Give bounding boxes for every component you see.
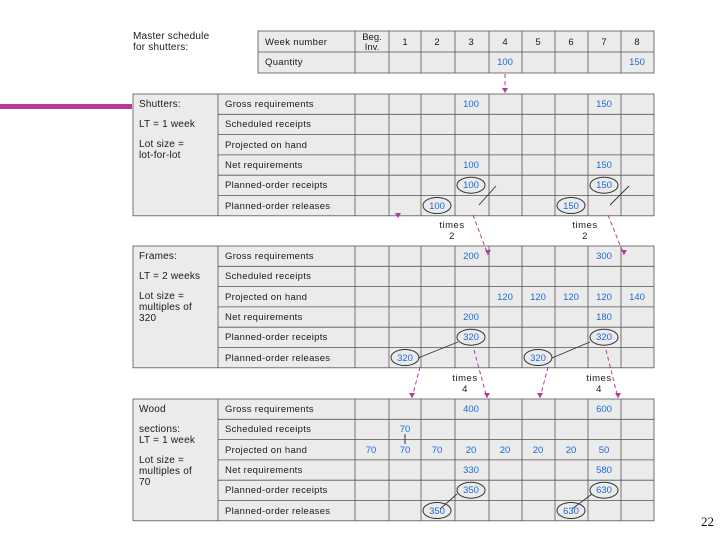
master-quantity-week-8: 150 xyxy=(629,57,645,68)
shutters-info-line-0: Shutters: xyxy=(139,99,181,110)
wood-row-label-5: Planned-order releases xyxy=(225,505,331,517)
frames-row-label-2: Projected on hand xyxy=(225,291,308,303)
wood-row-label-3: Net requirements xyxy=(225,464,303,476)
times-factor-0: 2 xyxy=(449,231,455,242)
master-schedule-title: Master schedule xyxy=(133,31,210,42)
wood-cell-r4-c8: 630 xyxy=(596,485,612,497)
frames-row-label-3: Net requirements xyxy=(225,311,303,323)
week-header-1: 1 xyxy=(402,37,408,48)
times-factor-3: 4 xyxy=(596,384,602,395)
shutters-row-label-3: Net requirements xyxy=(225,159,303,171)
shutters-info-line-1: LT = 1 week xyxy=(139,119,196,130)
frames-info-line-3: multiples of xyxy=(139,302,192,313)
frames-cell-r0-c4: 200 xyxy=(463,251,479,262)
wood-cell-r4-c4: 350 xyxy=(463,485,479,497)
wood-cell-r5-c7: 630 xyxy=(563,505,579,517)
frames-cell-r2-c9: 140 xyxy=(629,291,645,303)
wood-row-label-1: Scheduled receipts xyxy=(225,424,312,436)
wood-cell-r2-c8: 50 xyxy=(598,444,610,456)
wood-cell-r3-c8: 580 xyxy=(596,464,612,476)
week-header-2: 2 xyxy=(434,37,440,48)
week-header-8: 8 xyxy=(634,37,640,48)
frames-row-label-5: Planned-order releases xyxy=(225,352,331,364)
shutters-row-label-1: Scheduled receipts xyxy=(225,119,312,131)
shutters-cell-r4-c4: 100 xyxy=(463,180,479,192)
wood-info-line-5: 70 xyxy=(139,477,151,488)
wood-cell-r2-c3: 70 xyxy=(431,444,443,456)
shutters-cell-r0-c4: 100 xyxy=(463,99,479,110)
times-label-3: times xyxy=(586,373,612,384)
wood-cell-r2-c4: 20 xyxy=(465,444,477,456)
week-header-5: 5 xyxy=(535,37,541,48)
frames-cell-r2-c5: 120 xyxy=(497,291,513,303)
wood-cell-r2-c1: 70 xyxy=(365,444,377,456)
wood-row-label-0: Gross requirements xyxy=(225,404,314,415)
frames-cell-r4-c4: 320 xyxy=(463,332,479,344)
frames-cell-r3-c4: 200 xyxy=(463,311,479,323)
wood-cell-r2-c7: 20 xyxy=(565,444,577,456)
frames-info-line-1: LT = 2 weeks xyxy=(139,271,201,282)
frames-cell-r5-c6: 320 xyxy=(530,352,546,364)
shutters-info-line-2: Lot size = xyxy=(139,139,185,150)
frames-cell-r4-c8: 320 xyxy=(596,332,612,344)
wood-info-line-2: LT = 1 week xyxy=(139,435,196,446)
page-number: 22 xyxy=(701,514,714,529)
shutters-row-label-2: Projected on hand xyxy=(225,139,308,151)
frames-row-label-1: Scheduled receipts xyxy=(225,271,312,283)
frames-info-line-0: Frames: xyxy=(139,251,178,262)
shutters-row-label-4: Planned-order receipts xyxy=(225,180,328,192)
wood-row-label-2: Projected on hand xyxy=(225,444,308,456)
wood-row-label-4: Planned-order receipts xyxy=(225,485,328,497)
wood-info-line-4: multiples of xyxy=(139,466,192,477)
shutters-info-line-3: lot-for-lot xyxy=(139,150,181,161)
frames-info-line-4: 320 xyxy=(139,313,157,324)
times-factor-1: 2 xyxy=(582,231,588,242)
shutters-cell-r3-c4: 100 xyxy=(463,159,479,171)
wood-info-line-3: Lot size = xyxy=(139,455,185,466)
shutters-cell-r5-c7: 150 xyxy=(563,200,579,212)
wood-scheduled-receipt: 70 xyxy=(399,424,411,435)
week-header-6: 6 xyxy=(568,37,574,48)
wood-cell-r5-c3: 350 xyxy=(429,505,445,517)
wood-cell-r0-c8: 600 xyxy=(596,404,612,415)
master-quantity-week-4: 100 xyxy=(497,57,513,68)
wood-cell-r2-c6: 20 xyxy=(532,444,544,456)
wood-cell-r2-c5: 20 xyxy=(499,444,511,456)
beg-inv-label-line1: Beg. xyxy=(362,32,382,43)
wood-info-line-0: Wood xyxy=(139,404,166,415)
frames-row-label-0: Gross requirements xyxy=(225,251,314,262)
wood-info-line-1: sections: xyxy=(139,424,181,435)
frames-row-label-4: Planned-order receipts xyxy=(225,332,328,344)
shutters-cell-r0-c8: 150 xyxy=(596,99,612,110)
times-label-2: times xyxy=(452,373,478,384)
shutters-cell-r3-c8: 150 xyxy=(596,159,612,171)
shutters-row-label-0: Gross requirements xyxy=(225,99,314,110)
wood-cell-r0-c4: 400 xyxy=(463,404,479,415)
frames-cell-r2-c8: 120 xyxy=(596,291,612,303)
times-label-0: times xyxy=(439,220,465,231)
wood-cell-r2-c2: 70 xyxy=(399,444,411,456)
frames-cell-r0-c8: 300 xyxy=(596,251,612,262)
week-number-label: Week number xyxy=(265,37,328,48)
frames-cell-r3-c8: 180 xyxy=(596,311,612,323)
times-factor-2: 4 xyxy=(462,384,468,395)
frames-cell-r5-c2: 320 xyxy=(397,352,413,364)
week-header-4: 4 xyxy=(502,37,508,48)
shutters-cell-r5-c3: 100 xyxy=(429,200,445,212)
master-schedule-subtitle: for shutters: xyxy=(133,42,189,53)
frames-info-line-2: Lot size = xyxy=(139,291,185,302)
frames-cell-r2-c7: 120 xyxy=(563,291,579,303)
shutters-row-label-5: Planned-order releases xyxy=(225,200,331,212)
shutters-cell-r4-c8: 150 xyxy=(596,180,612,192)
times-label-1: times xyxy=(572,220,598,231)
wood-cell-r3-c4: 330 xyxy=(463,464,479,476)
week-header-3: 3 xyxy=(468,37,474,48)
quantity-label: Quantity xyxy=(265,57,303,68)
week-header-7: 7 xyxy=(601,37,607,48)
frames-cell-r2-c6: 120 xyxy=(530,291,546,303)
beg-inv-label-line2: Inv. xyxy=(364,42,380,53)
